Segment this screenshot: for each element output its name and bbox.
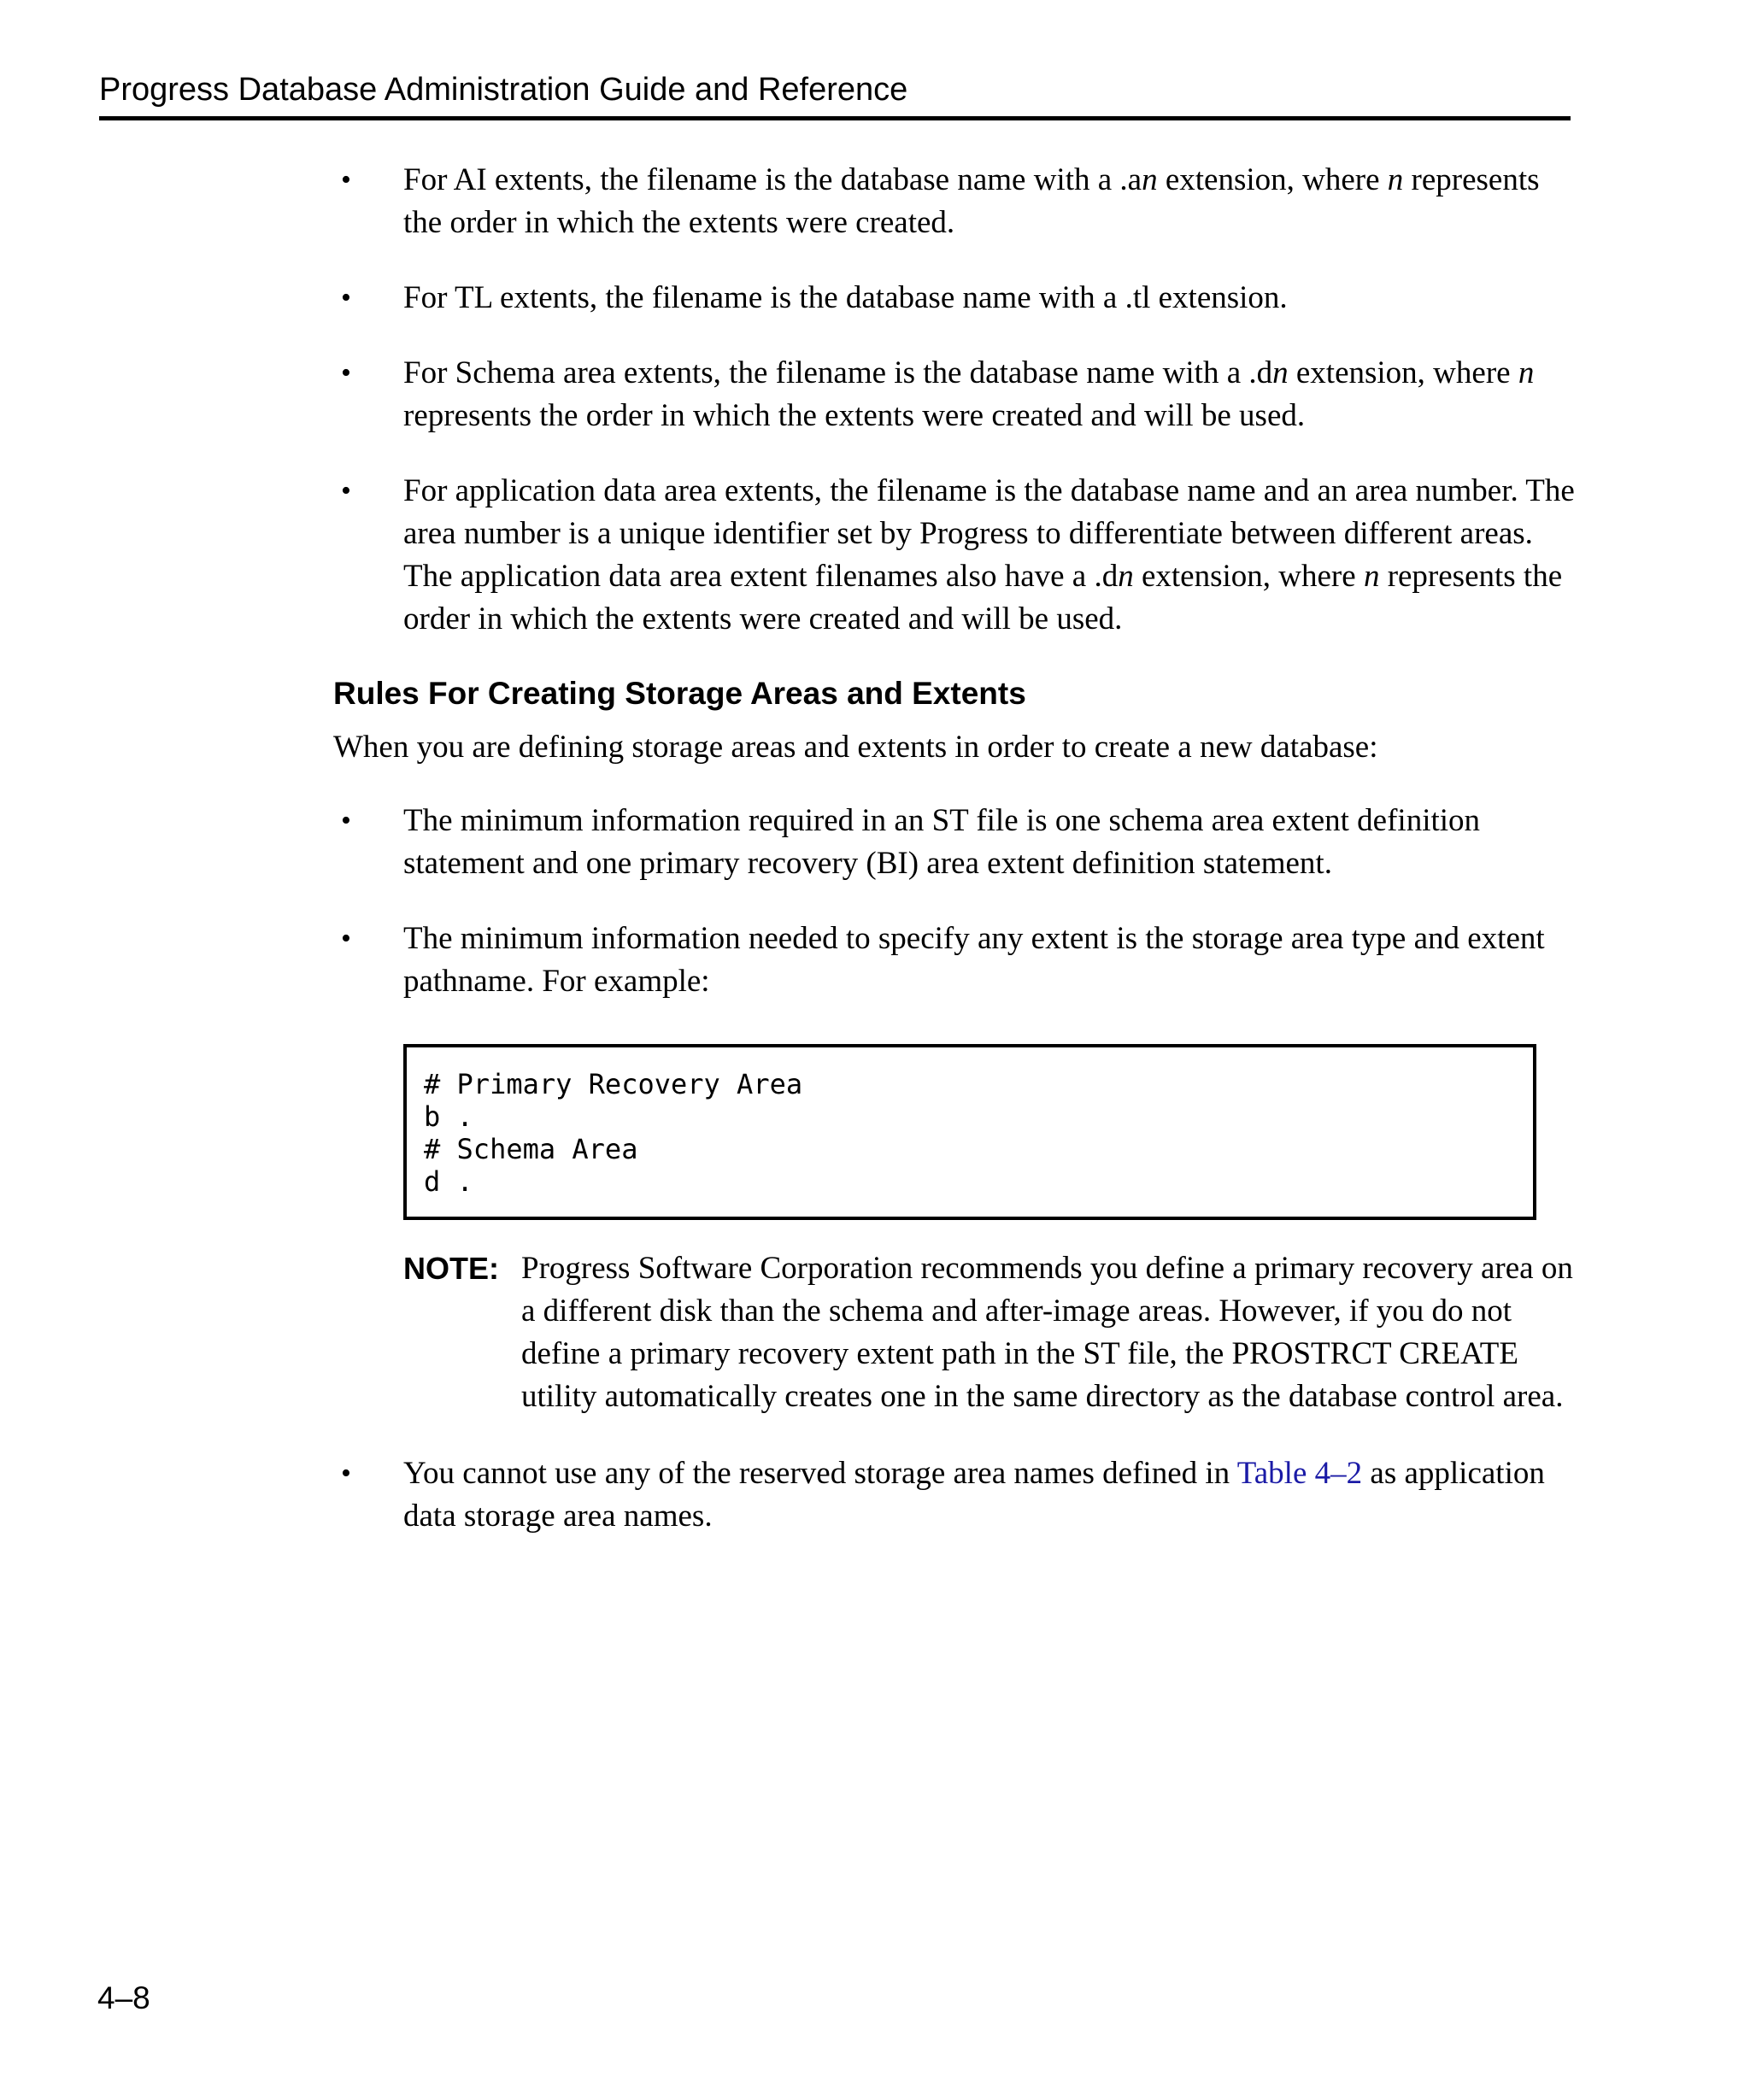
list-item-text: The minimum information required in an ST file is one schema area extent definition statement and one primary recovery (BI) area extent definition statement. [403, 803, 1481, 881]
section-heading: Rules For Creating Storage Areas and Extents [333, 676, 1026, 711]
reserved-names-list [333, 1452, 1581, 1538]
extent-filename-list [333, 159, 1581, 641]
code-example: # Primary Recovery Area b . # Schema Area d . [403, 1044, 1536, 1220]
list-item [333, 470, 1581, 641]
running-header: Progress Database Administration Guide and Reference [99, 67, 1571, 120]
note-label: NOTE: [403, 1251, 499, 1286]
bullet-icon: • [341, 805, 351, 836]
list-item-text: For AI extents, the filename is the database name with a .an extension, where n represents the order in which the extents were created. [403, 162, 1540, 240]
list-item [333, 918, 1581, 1003]
rules-list [333, 800, 1581, 1003]
page-body [333, 159, 1581, 1570]
list-item-text: The minimum information needed to specify any extent is the storage area type and extent pathname. For example: [403, 921, 1545, 999]
bullet-icon: • [341, 1458, 351, 1489]
list-item [333, 352, 1581, 437]
list-item [333, 1452, 1581, 1538]
note-text: Progress Software Corporation recommends you define a primary recovery area on a different disk than the schema and after-image areas. However, if you do not define a primary recovery extent path in the ST file, the PROSTRCT CREATE utility automatically creates one in the same directory as the database control area. [521, 1251, 1573, 1414]
note-block [403, 1247, 1581, 1418]
bullet-icon: • [341, 282, 351, 314]
bullet-icon: • [341, 475, 351, 507]
list-item-text: For TL extents, the filename is the database name with a .tl extension. [403, 280, 1288, 315]
list-item-text: You cannot use any of the reserved storage area names defined in Table 4–2 as application data storage area names. [403, 1456, 1545, 1534]
table-4-2-link[interactable]: Table 4–2 [1236, 1456, 1363, 1491]
bullet-icon: • [341, 164, 351, 196]
list-item [333, 159, 1581, 244]
section-intro: When you are defining storage areas and extents in order to create a new database: [333, 730, 1378, 765]
bullet-icon: • [341, 923, 351, 954]
list-item-text: For Schema area extents, the filename is the database name with a .dn extension, where n represents the order in which the extents were created and will be used. [403, 355, 1535, 433]
list-item [333, 800, 1581, 885]
list-item [333, 277, 1581, 320]
page-number: 4–8 [97, 1980, 150, 2015]
bullet-icon: • [341, 357, 351, 389]
list-item-text: For application data area extents, the filename is the database name and an area number. The area number is a unique identifier set by Progress to differentiate between different areas. The application data area extent filenames also have a .dn extension, where n represents the order in which the extents were created and will be used. [403, 473, 1575, 636]
